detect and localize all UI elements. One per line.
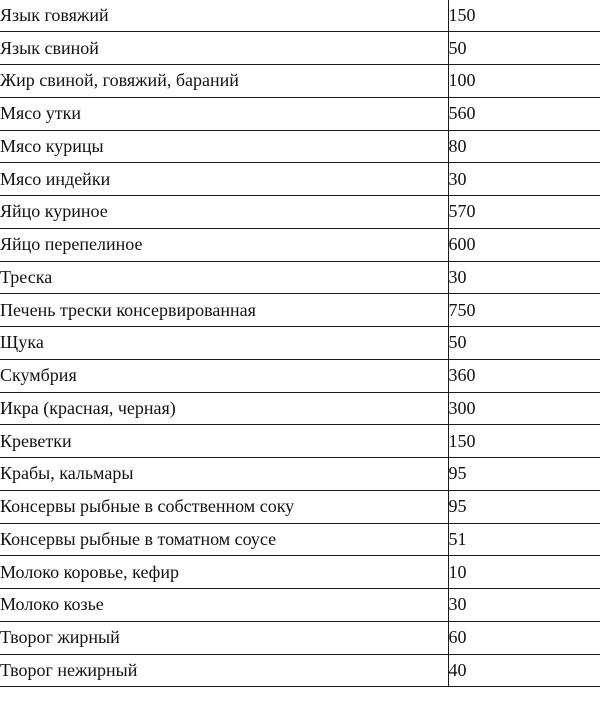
table-row — [0, 0, 600, 32]
table-row — [0, 523, 600, 556]
table-row — [0, 589, 600, 622]
value-cell: 150 — [448, 0, 600, 32]
value-cell: 560 — [448, 97, 600, 130]
value-cell: 80 — [448, 130, 600, 163]
table-row — [0, 97, 600, 130]
table-row — [0, 65, 600, 98]
product-name-cell: Яйцо куриное — [0, 196, 448, 229]
product-name-cell: Крабы, кальмары — [0, 458, 448, 491]
product-name-cell: Язык говяжий — [0, 0, 448, 32]
table-row — [0, 458, 600, 491]
product-name-cell: Жир свиной, говяжий, бараний — [0, 65, 448, 98]
table-row — [0, 32, 600, 65]
table-row — [0, 196, 600, 229]
product-name-cell: Скумбрия — [0, 359, 448, 392]
product-name-cell: Мясо индейки — [0, 163, 448, 196]
table-row — [0, 425, 600, 458]
product-name-cell: Печень трески консервированная — [0, 294, 448, 327]
table-row — [0, 327, 600, 360]
value-cell: 300 — [448, 392, 600, 425]
product-name-cell: Творог жирный — [0, 621, 448, 654]
table-row — [0, 359, 600, 392]
value-cell: 95 — [448, 458, 600, 491]
product-name-cell: Щука — [0, 327, 448, 360]
table-row — [0, 294, 600, 327]
value-cell: 150 — [448, 425, 600, 458]
table-row — [0, 163, 600, 196]
table-row — [0, 261, 600, 294]
value-cell: 750 — [448, 294, 600, 327]
table-row — [0, 556, 600, 589]
product-name-cell: Яйцо перепелиное — [0, 228, 448, 261]
product-name-cell: Консервы рыбные в собственном соку — [0, 490, 448, 523]
product-name-cell: Молоко коровье, кефир — [0, 556, 448, 589]
product-name-cell: Икра (красная, черная) — [0, 392, 448, 425]
product-name-cell: Треска — [0, 261, 448, 294]
table-row — [0, 654, 600, 687]
value-cell: 51 — [448, 523, 600, 556]
product-name-cell: Креветки — [0, 425, 448, 458]
table-row — [0, 392, 600, 425]
product-name-cell: Творог нежирный — [0, 654, 448, 687]
value-cell: 570 — [448, 196, 600, 229]
product-name-cell: Консервы рыбные в томатном соусе — [0, 523, 448, 556]
value-cell: 95 — [448, 490, 600, 523]
value-cell: 30 — [448, 261, 600, 294]
table-row — [0, 490, 600, 523]
value-cell: 30 — [448, 163, 600, 196]
value-cell: 50 — [448, 327, 600, 360]
value-cell: 360 — [448, 359, 600, 392]
value-cell: 10 — [448, 556, 600, 589]
value-cell: 60 — [448, 621, 600, 654]
value-cell: 30 — [448, 589, 600, 622]
value-cell: 50 — [448, 32, 600, 65]
product-name-cell: Молоко козье — [0, 589, 448, 622]
table-row — [0, 621, 600, 654]
product-name-cell: Мясо курицы — [0, 130, 448, 163]
table-row — [0, 130, 600, 163]
product-name-cell: Язык свиной — [0, 32, 448, 65]
value-cell: 40 — [448, 654, 600, 687]
table-row — [0, 228, 600, 261]
value-cell: 100 — [448, 65, 600, 98]
product-name-cell: Мясо утки — [0, 97, 448, 130]
value-cell: 600 — [448, 228, 600, 261]
